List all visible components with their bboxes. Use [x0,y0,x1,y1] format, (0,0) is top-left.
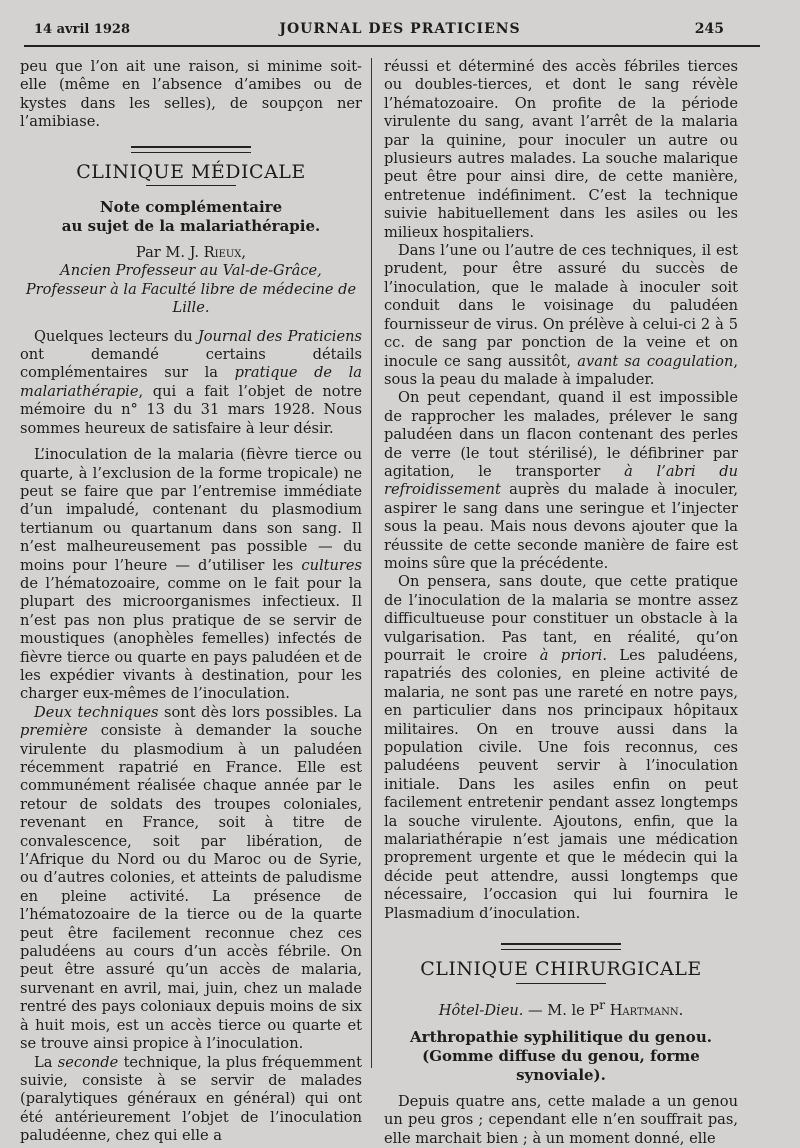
paragraph-4 [20,1054,362,1146]
paragraph-9: Depuis quatre ans, cette malade a un genou un peu gros ; cependant elle n’en souffrait pas, elle marchait bien ; à un moment donné, elle [384,1092,738,1147]
italic-phrase: cultures [301,556,362,574]
paragraph-5: réussi et déterminé des accès fébriles tierces ou doubles-tierces, et dont le sang révèle l’hématozoaire. On profite de la période virulente du sang, avant l’arrêt de la malaria par la quinine, pour inoculer un autre ou plusieurs autres malades. La souche malarique peut être pour ainsi dire, de cette manière, entretenue indéfiniment. C’est la technique suivie habituellement dans les asiles ou les milieux hospitaliers. [384,58,738,241]
text-run: L’inoculation de la malaria (fièvre tierce ou quarte, à l’exclusion de la forme tropicale) ne peut se faire que par l’entremise immédiate d’un impaludé, contenant du plasmodium tertianum ou quartanum dans son sang. Il n’est malheureusement pas possible — du moins pour l’heure — d’utiliser les [20,446,362,574]
professor-name: Hartmann. [609,1001,684,1019]
byline-prefix: Par M. J. [135,244,199,262]
lecture-source [384,996,738,1020]
author-role-2: Professeur à la Faculté libre de médecine de Lille. [25,280,357,317]
text-run: auprès du malade à inoculer, aspirer le sang dans une seringue et l’injecter sous la peau. Mais nous devons ajouter que la réussite de cette seconde manière de faire est moins sûre que la précédente. [384,481,738,572]
right-column [384,58,738,1148]
article-title [20,198,362,236]
text-run: ont demandé certains détails complémentaires sur la [20,346,362,382]
paragraph-3 [20,704,362,1054]
text-run: , sous la peau du malade à impaluder. [384,352,738,388]
italic-phrase: pratique de la malariathérapie [20,364,362,400]
text-run: On peut cependant, quand il est impossible de rapprocher les malades, prélever le sang paludéen dans un flacon contenant des perles de verre (le tout stérilisé), le défibriner par agitation, le transporter [384,389,738,480]
text-run: de l’hématozoaire, comme on le fait pour la plupart des microorganismes infectieux. Il n’est pas non plus pratique de se servir de moustiques (anophèles femelles) infectés de fièvre tierce ou quarte en pays paludéen et de les expédier vivants à destination, pour les charger eux-mêmes de l’inoculation. [20,574,362,703]
italic-phrase: avant sa coagulation [577,352,734,370]
article-title-line-2: au sujet de la malariathérapie. [61,217,321,236]
italic-phrase: à priori [539,647,603,664]
article-title-2 [384,1028,738,1085]
paragraph-7 [384,389,738,573]
column-divider [371,58,372,1068]
paragraph-8 [384,573,738,923]
italic-phrase: première [20,722,88,740]
header-rule [24,45,760,47]
section-title-medicale: CLINIQUE MÉDICALE [76,160,306,183]
section-underline [146,185,236,186]
article-title-2-line-1: Arthropathie syphilitique du genou. [410,1027,712,1046]
text-run: , qui a fait l’objet de notre mémoire du n° 13 du 31 mars 1928. Nous sommes heureux de satisfaire à leur désir. [20,382,362,437]
text-run: . Les paludéens, rapatriés des colonies, en pleine activité de malaria, ne sont pas une rareté en notre pays, en particulier dans nos principaux hôpitaux militaires. On en trouve aussi dans la population civile. Une fois reconnus, ces paludéens peuvent servir à l’inoculation initiale. Dans les asiles enfin on peut facilement entretenir pendant assez longtemps la souche virulente. Ajoutons, enfin, que la malariathérapie n’est jamais une médication proprement urgente et que le médecin qui la décide peut attendre, aussi longtemps que nécessaire, l’occasion qui lui fournira le Plasmadium d’inoculation. [384,647,738,922]
text-run: La [34,1053,58,1071]
hospital-name: Hôtel-Dieu. [438,1001,524,1019]
article-title-2-line-2: (Gomme diffuse du genou, forme synoviale). [422,1046,700,1084]
text-run: On pensera, sans doute, que cette pratique de l’inoculation de la malaria se montre assez difficultueuse pour constituer un obstacle à la vulgarisation. Pas tant, en réalité, qu’on pourrait le croire [384,573,738,664]
article-title-line-1: Note complémentaire [99,198,283,217]
text-run: Quelques lecteurs du [34,327,198,345]
text-run: Dans l’une ou l’autre de ces techniques, il est prudent, pour être assuré du succès de l’inoculation, que le malade à inoculer soit conduit dans le voisinage du paludéen fournisseur de virus. On prélève à celui-ci 2 à 5 cc. de sang par ponction de la veine et on inocule ce sang aussitôt, [384,242,738,370]
text-run: consiste à demander la souche virulente du plasmodium à un paludéen récemment rapatrié en France. Elle est communément réalisée chaque année par le retour de soldats des troupes coloniales, revenant en France, soit à titre de convalescence, soit par libération, de l’Afrique du Nord ou du Maroc ou de Syrie, ou d’autres colonies, et atteints de paludisme en pleine activité. La présence de l’hématozoaire de la tierce ou de la quarte peut être facilement reconnue chez ces paludéens au cours d’un accès fébrile. On peut être assuré qu’un accès de malaria, survenant en avril, mai, juin, chez un malade rentré des pays coloniaux depuis moins de six à huit mois, est un accès tierce ou quarte et se trouve ainsi propice à l’inoculation. [20,722,362,1053]
title-abbrev: r [599,997,606,1012]
italic-phrase: à l’abri du refroidissement [384,462,738,499]
intro-paragraph: peu que l’on ait une raison, si minime soit-elle (même en l’absence d’amibes ou de kystes dans les selles), de soupçon ner l’amibiase. [20,58,362,131]
author-name: Rieux, [203,244,247,262]
section-separator [131,146,251,153]
paragraph-2 [20,446,362,704]
italic-phrase: Deux techniques [34,703,159,721]
paragraph-1 [20,328,362,438]
text-run: sont dès lors possibles. La [158,703,362,721]
italic-phrase: seconde [57,1053,119,1071]
issue-date: 14 avril 1928 [34,22,131,37]
journal-title: JOURNAL DES PRATICIENS [279,21,521,37]
section-underline [516,983,606,984]
left-column [20,58,362,1146]
author-role-1: Ancien Professeur au Val-de-Grâce, [60,262,322,280]
text-run: — M. le P [523,1001,600,1019]
section-separator [501,943,621,950]
page-header [0,0,800,46]
text-run: technique, la plus fréquemment suivie, consiste à se servir de malades (paralytiques généraux en général) qui ont été antérieurement l’objet de l’inoculation paludéenne, chez qui elle a [20,1053,363,1145]
page-number: 245 [694,21,724,37]
section-title-chirurgicale: CLINIQUE CHIRURGICALE [420,958,702,981]
journal-name: Journal des Praticiens [197,327,362,345]
paragraph-6 [384,242,738,389]
byline [20,244,362,318]
